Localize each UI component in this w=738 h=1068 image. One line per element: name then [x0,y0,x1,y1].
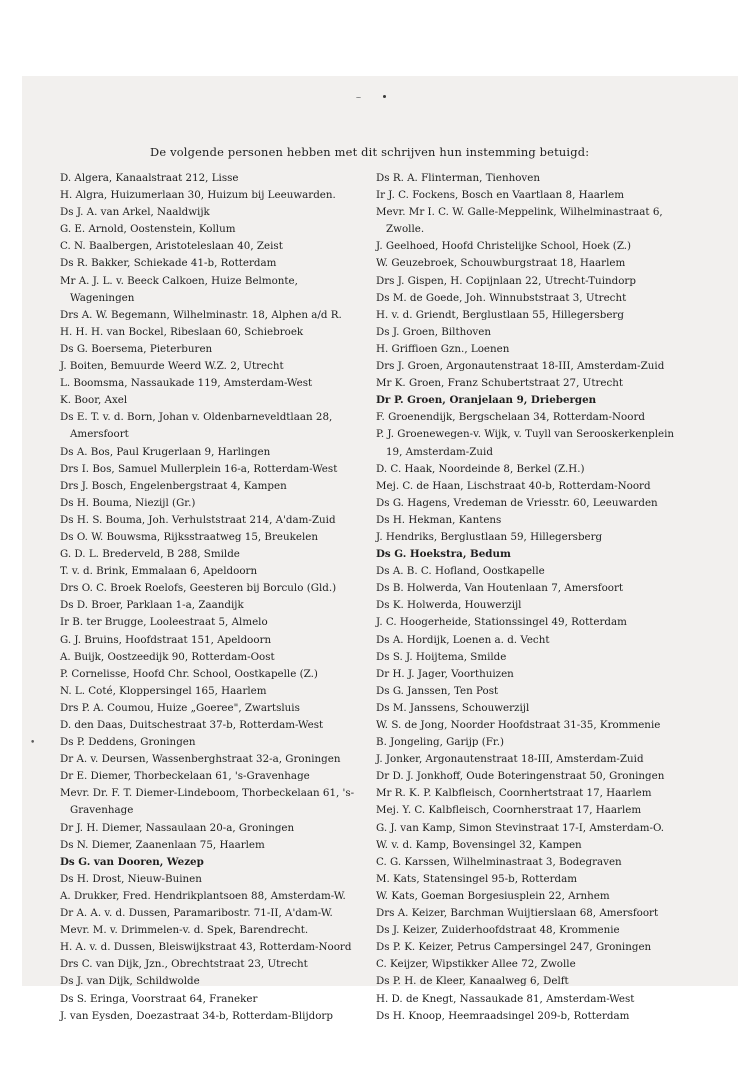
signatory-entry: Drs C. van Dijk, Jzn., Obrechtstraat 23, Utrecht [60,958,308,971]
signatory-entry: J. Boiten, Bemuurde Weerd W.Z. 2, Utrecht [60,360,284,373]
signatory-entry: Ds O. W. Bouwsma, Rijksstraatweg 15, Breukelen [60,530,318,543]
signatory-entry: A. Drukker, Fred. Hendrikplantsoen 88, Amsterdam-W. [60,889,346,902]
signatory-entry: Dr A. A. v. d. Dussen, Paramaribostr. 71-II, A'dam-W. [60,907,333,920]
signatory-entry: J. van Eysden, Doezastraat 34-b, Rotterdam-Blijdorp [60,1009,333,1022]
signatory-entry: Mevr. Dr. F. T. Diemer-Lindeboom, Thorbeckelaan 61, 's-Gravenhage [60,787,355,817]
signatory-entry: Mevr. M. v. Drimmelen-v. d. Spek, Barendrecht. [60,924,309,937]
signatory-entry: Ds S. Eringa, Voorstraat 64, Franeker [60,992,258,1005]
signatory-entry: G. J. van Kamp, Simon Stevinstraat 17-I, Amsterdam-O. [376,821,665,834]
signatory-entry: Drs A. W. Begemann, Wilhelminastr. 18, Alphen a/d R. [60,308,342,321]
signatory-entry: Ds H. Bouma, Niezijl (Gr.) [60,496,196,509]
signatory-entry: J. Jonker, Argonautenstraat 18-III, Amsterdam-Zuid [376,753,644,766]
signatory-entry: P. J. Groenewegen-v. Wijk, v. Tuyll van Serooskerkenplein 19, Amsterdam-Zuid [376,428,674,458]
signatory-entry: Dr J. H. Diemer, Nassaulaan 20-a, Groningen [60,821,295,834]
signatory-entry: Dr A. v. Deursen, Wassenberghstraat 32-a, Groningen [60,753,341,766]
signatory-entry: Drs P. A. Coumou, Huize „Goeree", Zwartsluis [60,701,300,714]
signatory-entry: Ds A. Hordijk, Loenen a. d. Vecht [376,633,550,646]
signatory-entry: J. Hendriks, Berglustlaan 59, Hillegersberg [376,530,603,543]
signatory-entry: Ds M. Janssens, Schouwerzijl [376,701,530,714]
signatory-entry: Mej. Y. C. Kalbfleisch, Coornherstraat 17, Haarlem [376,804,642,817]
signatory-entry: Ds R. A. Flinterman, Tienhoven [376,172,540,184]
signatory-entry: C. Keijzer, Wipstikker Allee 72, Zwolle [376,958,576,971]
ink-speck [356,97,361,98]
signatory-entry: T. v. d. Brink, Emmalaan 6, Apeldoorn [60,565,258,578]
signatories-right-column [376,170,691,1025]
signatory-entry: B. Jongeling, Garijp (Fr.) [376,736,504,749]
signatory-entry: Ir B. ter Brugge, Looleestraat 5, Almelo [60,616,268,629]
signatory-entry: D. Algera, Kanaalstraat 212, Lisse [60,172,239,184]
signatory-entry: H. Algra, Huizumerlaan 30, Huizum bij Leeuwarden. [60,189,336,202]
signatory-entry: Dr E. Diemer, Thorbeckelaan 61, 's-Gravenhage [60,770,310,783]
signatory-entry: Drs J. Groen, Argonautenstraat 18-III, Amsterdam-Zuid [376,360,665,373]
signatory-entry: Mevr. Mr I. C. W. Galle-Meppelink, Wilhelminastraat 6, Zwolle. [376,206,663,236]
page-heading: De volgende personen hebben met dit schrijven hun instemming betuigd: [150,145,590,159]
signatory-entry: D. C. Haak, Noordeinde 8, Berkel (Z.H.) [376,462,585,475]
signatory-entry: W. Geuzebroek, Schouwburgstraat 18, Haarlem [376,257,626,270]
signatory-entry: Ds G. Boersema, Pieterburen [60,342,213,355]
signatory-entry: Ds K. Holwerda, Houwerzijl [376,599,522,612]
signatory-entry: Ds N. Diemer, Zaanenlaan 75, Haarlem [60,838,265,851]
signatory-entry: Ds R. Bakker, Schiekade 41-b, Rotterdam [60,257,277,270]
signatory-entry: Ds P. H. de Kleer, Kanaalweg 6, Delft [376,975,569,988]
signatory-entry: C. N. Baalbergen, Aristoteleslaan 40, Zeist [60,240,283,253]
signatory-entry: Ds G. Janssen, Ten Post [376,684,499,697]
signatory-entry: G. E. Arnold, Oostenstein, Kollum [60,223,236,236]
signatory-entry: Ds E. T. v. d. Born, Johan v. Oldenbarneveldtlaan 28, Amersfoort [60,411,333,441]
signatory-entry: N. L. Coté, Kloppersingel 165, Haarlem [60,684,267,697]
signatory-entry: W. S. de Jong, Noorder Hoofdstraat 31-35, Krommenie [376,719,661,731]
signatory-entry: J. C. Hoogerheide, Stationssingel 49, Rotterdam [376,616,627,629]
signatory-entry: Ds H. Hekman, Kantens [376,513,502,526]
signatory-entry: Drs I. Bos, Samuel Mullerplein 16-a, Rotterdam-West [60,462,338,475]
margin-mark: • [30,738,36,748]
signatory-entry: Drs O. C. Broek Roelofs, Geesteren bij Borculo (Gld.) [60,582,337,595]
signatory-entry: Ds S. J. Hoijtema, Smilde [376,650,507,663]
signatory-entry: Dr H. J. Jager, Voorthuizen [376,667,514,680]
signatory-entry: Ds H. Knoop, Heemraadsingel 209-b, Rotterdam [376,1009,630,1022]
signatory-entry: Ds A. B. C. Hofland, Oostkapelle [376,565,545,578]
signatory-entry: W. Kats, Goeman Borgesiusplein 22, Arnhem [376,889,610,902]
signatory-entry: Drs J. Gispen, H. Copijnlaan 22, Utrecht-Tuindorp [376,274,636,287]
signatory-entry: Ir J. C. Fockens, Bosch en Vaartlaan 8, Haarlem [376,189,624,202]
signatory-entry: Drs A. Keizer, Barchman Wuijtierslaan 68, Amersfoort [376,907,659,920]
signatory-entry: Ds J. A. van Arkel, Naaldwijk [60,206,210,219]
signatory-entry: Ds G. Hoekstra, Bedum [376,548,511,561]
scan-top-margin [0,0,738,76]
signatory-entry: Ds H. S. Bouma, Joh. Verhulststraat 214, A'dam-Zuid [60,513,336,526]
signatory-entry: H. A. v. d. Dussen, Bleiswijkstraat 43, Rotterdam-Noord [60,941,352,954]
signatory-entry: Mr K. Groen, Franz Schubertstraat 27, Utrecht [376,377,624,390]
signatory-entry: H. D. de Knegt, Nassaukade 81, Amsterdam-West [376,992,635,1005]
signatory-entry: Ds J. Groen, Bilthoven [376,325,491,338]
signatory-entry: Mr R. K. P. Kalbfleisch, Coornhertstraat 17, Haarlem [376,787,652,800]
signatory-entry: Mej. C. de Haan, Lischstraat 40-b, Rotterdam-Noord [376,479,651,492]
signatory-entry: Ds P. K. Keizer, Petrus Campersingel 247, Groningen [376,941,652,954]
signatory-entry: Ds H. Drost, Nieuw-Buinen [60,872,202,885]
signatory-entry: Drs J. Bosch, Engelenbergstraat 4, Kampen [60,479,287,492]
signatory-entry: W. v. d. Kamp, Bovensingel 32, Kampen [376,838,582,851]
signatory-entry: G. D. L. Brederveld, B 288, Smilde [60,548,240,561]
signatory-entry: P. Cornelisse, Hoofd Chr. School, Oostkapelle (Z.) [60,667,318,680]
signatory-entry: M. Kats, Statensingel 95-b, Rotterdam [376,872,578,885]
signatory-entry: K. Boor, Axel [60,394,128,407]
signatory-entry: F. Groenendijk, Bergschelaan 34, Rotterdam-Noord [376,411,645,424]
signatory-entry: Ds D. Broer, Parklaan 1-a, Zaandijk [60,599,244,612]
ink-speck [383,95,386,98]
signatory-entry: Ds B. Holwerda, Van Houtenlaan 7, Amersfoort [376,582,624,595]
signatory-entry: H. v. d. Griendt, Berglustlaan 55, Hillegersberg [376,308,624,321]
signatory-entry: D. den Daas, Duitschestraat 37-b, Rotterdam-West [60,719,324,731]
signatory-entry: Dr P. Groen, Oranjelaan 9, Driebergen [376,394,597,407]
signatory-entry: Ds G. van Dooren, Wezep [60,855,204,868]
signatory-entry: Ds J. van Dijk, Schildwolde [60,975,200,988]
signatory-entry: Dr D. J. Jonkhoff, Oude Boteringenstraat 50, Groningen [376,770,665,783]
signatory-entry: H. Griffioen Gzn., Loenen [376,342,510,355]
signatory-entry: H. H. H. van Bockel, Ribeslaan 60, Schiebroek [60,325,304,338]
signatory-entry: G. J. Bruins, Hoofdstraat 151, Apeldoorn [60,633,272,646]
signatory-entry: Mr A. J. L. v. Beeck Calkoen, Huize Belmonte, Wageningen [60,274,298,304]
signatory-entry: Ds A. Bos, Paul Krugerlaan 9, Harlingen [60,445,271,458]
signatory-entry: J. Geelhoed, Hoofd Christelijke School, Hoek (Z.) [376,240,632,253]
signatories-left-column [60,170,360,1025]
signatory-entry: Ds M. de Goede, Joh. Winnubststraat 3, Utrecht [376,291,627,304]
signatory-entry: C. G. Karssen, Wilhelminastraat 3, Bodegraven [376,855,622,868]
signatory-entry: Ds P. Deddens, Groningen [60,736,196,749]
signatory-entry: A. Buijk, Oostzeedijk 90, Rotterdam-Oost [60,650,275,663]
signatory-entry: Ds G. Hagens, Vredeman de Vriesstr. 60, Leeuwarden [376,496,658,509]
signatory-entry: Ds J. Keizer, Zuiderhoofdstraat 48, Krommenie [376,924,620,937]
signatory-entry: L. Boomsma, Nassaukade 119, Amsterdam-West [60,377,313,390]
